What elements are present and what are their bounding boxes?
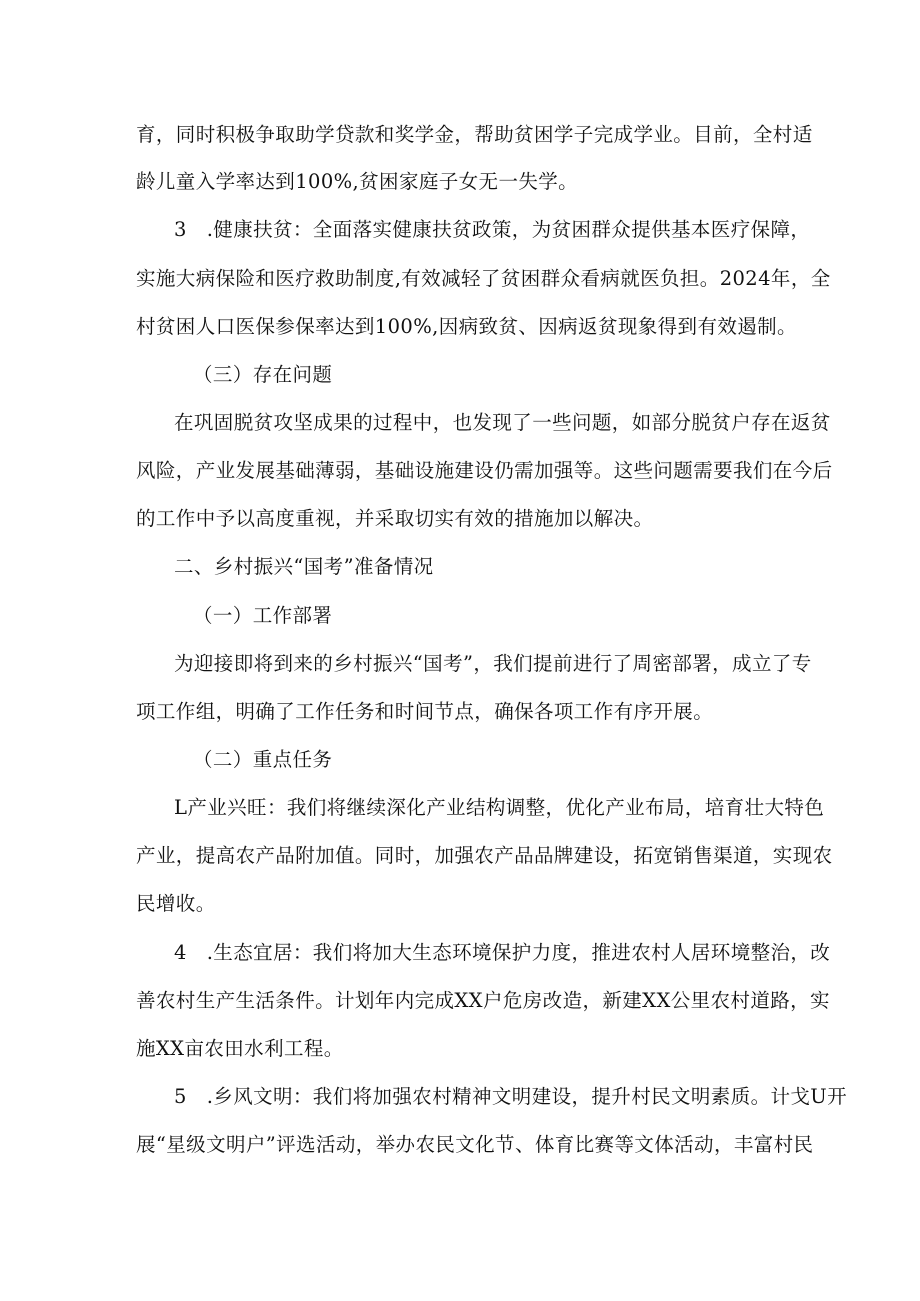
paragraph-line: 龄儿童入学率达到100%,贫困家庭子女无一失学。 [136, 170, 579, 193]
paragraph-line: 为迎接即将到来的乡村振兴“国考”，我们提前进行了周密部署，成立了专 [174, 652, 812, 675]
section-heading: （三）存在问题 [193, 363, 333, 386]
paragraph-line: 善农村生产生活条件。计划年内完成XX户危房改造，新建XX公里农村道路，实 [136, 989, 830, 1012]
paragraph-line: 施XX亩农田水利工程。 [136, 1037, 344, 1060]
paragraph-line: 3 .健康扶贫：全面落实健康扶贫政策，为贫困群众提供基本医疗保障， [174, 218, 811, 241]
chapter-heading: 二、乡村振兴“国考”准备情况 [174, 555, 434, 578]
paragraph-line: 5 .乡风文明：我们将加强农村精神文明建设，提升村民文明素质。计戈U开 [174, 1085, 848, 1108]
paragraph-line: 在巩固脱贫攻坚成果的过程中，也发现了一些问题，如部分脱贫户存在返贫 [174, 411, 831, 434]
paragraph-line: 的工作中予以高度重视，并采取切实有效的措施加以解决。 [136, 507, 654, 530]
paragraph-line: 育，同时积极争取助学贷款和奖学金，帮助贫困学子完成学业。目前，全村适 [136, 123, 813, 146]
paragraph-line: 村贫困人口医保参保率达到100%,因病致贫、因病返贫现象得到有效遏制。 [136, 315, 797, 338]
paragraph-line: 风险，产业发展基础薄弱，基础设施建设仍需加强等。这些问题需要我们在今后 [136, 459, 833, 482]
paragraph-line: L产业兴旺：我们将继续深化产业结构调整，优化产业布局，培育壮大特色 [174, 796, 825, 819]
paragraph-line: 项工作组，明确了工作任务和时间节点，确保各项工作有序开展。 [136, 700, 714, 723]
paragraph-line: 展“星级文明户”评选活动，举办农民文化节、体育比赛等文体活动，丰富村民 [136, 1133, 814, 1156]
paragraph-line: 民增收。 [136, 892, 216, 915]
paragraph-line: 产业，提高农产品附加值。同时，加强农产品品牌建设，拓宽销售渠道，实现农 [136, 844, 833, 867]
paragraph-line: 4 .生态宜居：我们将加大生态环境保护力度，推进农村人居环境整治，改 [174, 941, 831, 964]
section-heading: （二）重点任务 [193, 748, 333, 771]
section-heading: （一）工作部署 [193, 604, 333, 627]
paragraph-line: 实施大病保险和医疗救助制度,有效减轻了贫困群众看病就医负担。2024年，全 [136, 267, 831, 290]
